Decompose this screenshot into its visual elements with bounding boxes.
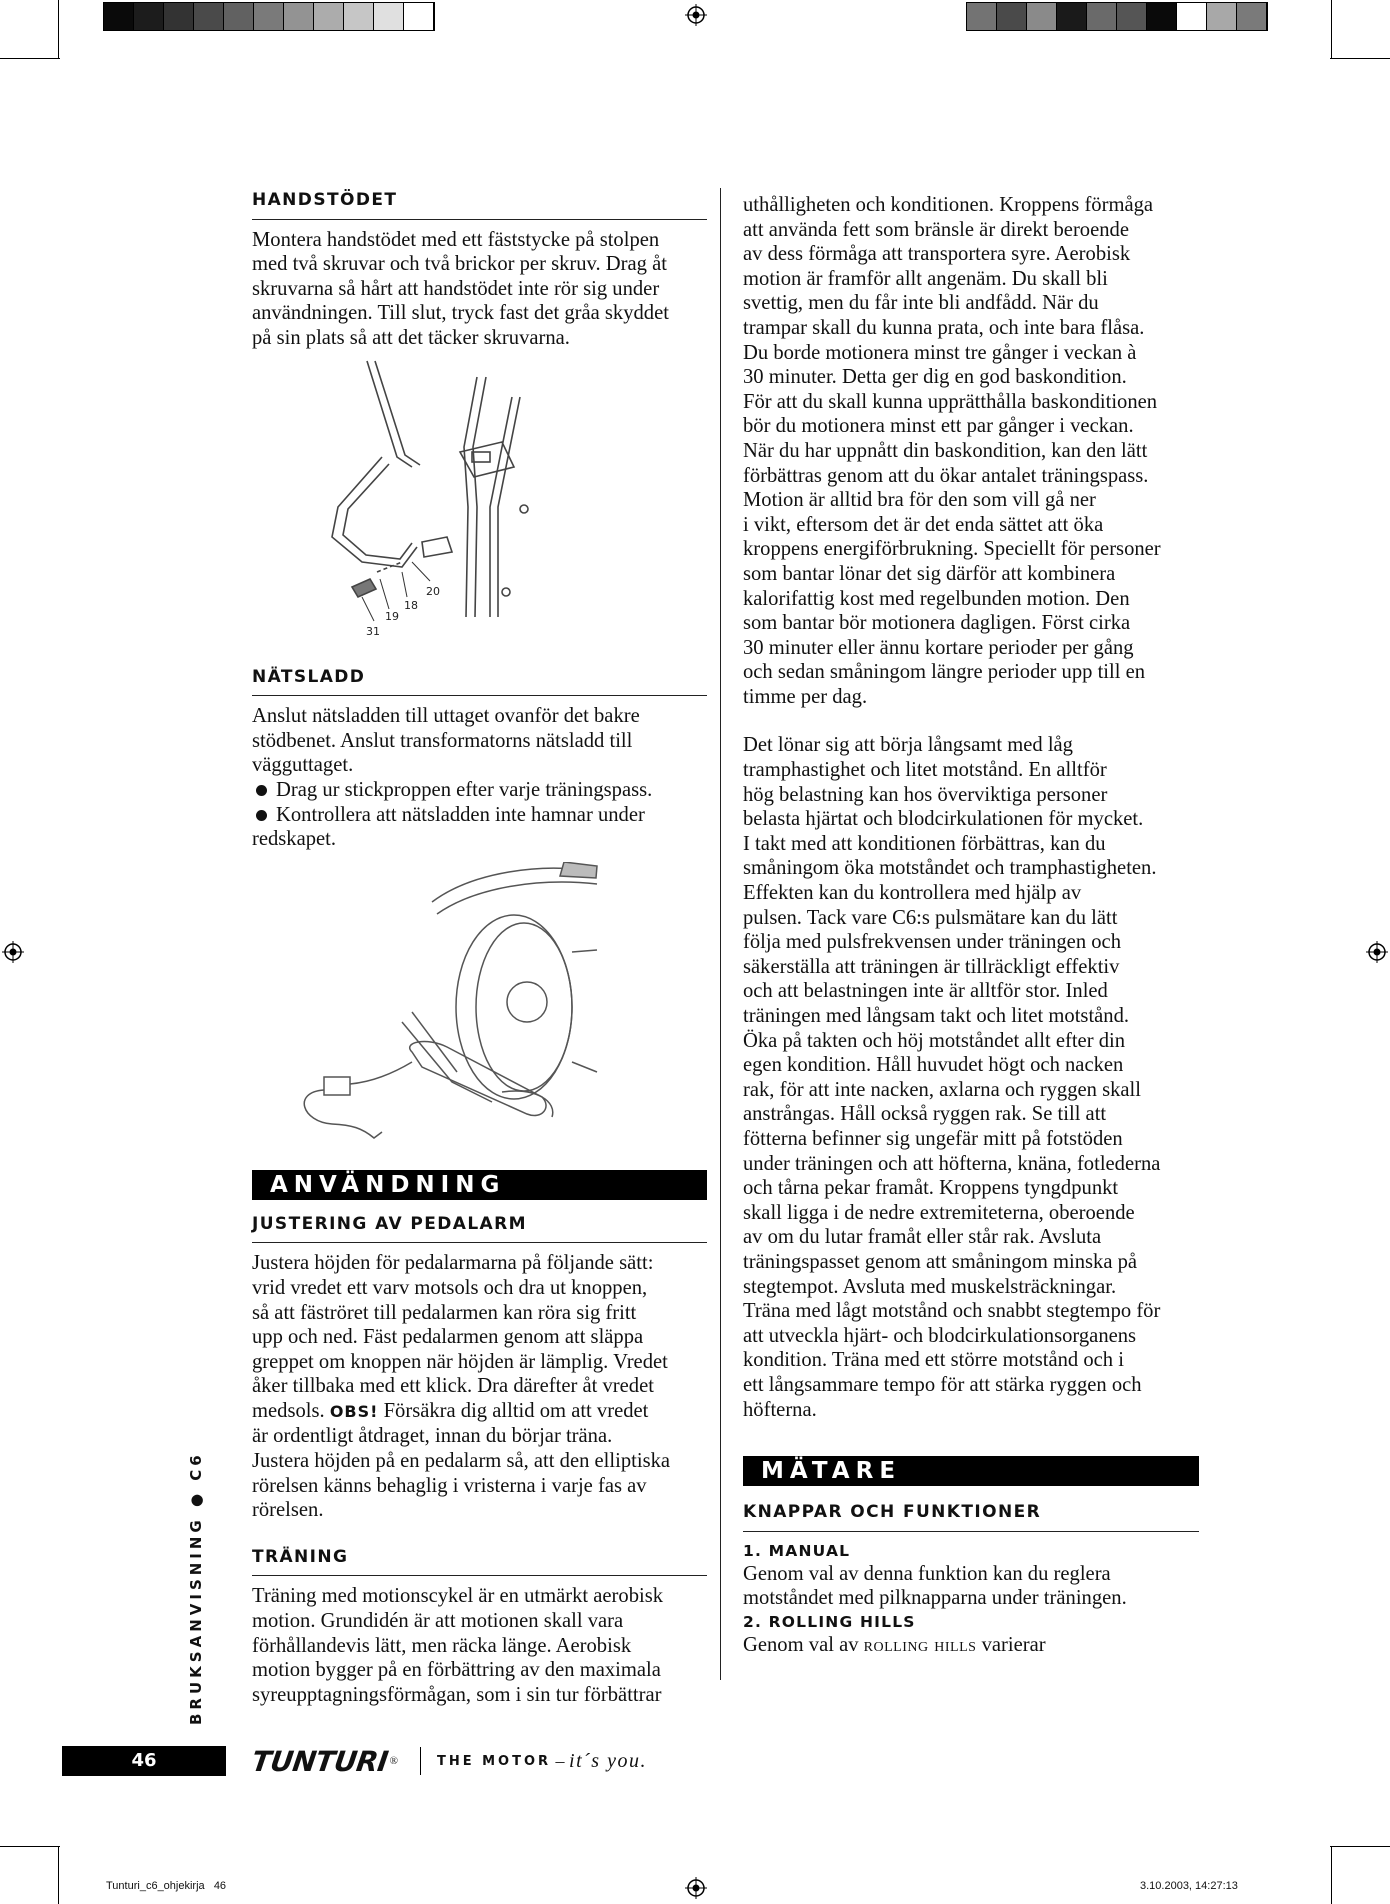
text-line: och sedan småningom längre perioder upp till en bbox=[743, 661, 1146, 684]
text-line: uthålligheten och konditionen. Kroppens förmåga bbox=[743, 194, 1154, 216]
color-swatch bbox=[254, 3, 284, 30]
color-swatch bbox=[104, 3, 134, 30]
text-line: småningom öka motståndet och tramphastigheten. bbox=[743, 857, 1157, 880]
text-line: följa med pulsfrekvensen under träningen och bbox=[743, 931, 1121, 954]
training-paragraph-1 bbox=[743, 193, 1199, 709]
crop-mark bbox=[0, 1846, 60, 1847]
rolling-hills-line bbox=[743, 1633, 1199, 1658]
text-line: egen kondition. Håll huvudet högt och nacken bbox=[743, 1054, 1124, 1077]
text-line: upp och ned. Fäst pedalarmen genom att släppa bbox=[252, 1326, 644, 1349]
text-line: bör du motionera minst ett par gånger i veckan. bbox=[743, 415, 1134, 438]
text-line: under träningen och att höfterna, knäna, fotlederna bbox=[743, 1152, 1161, 1175]
text-line: användningen. Till slut, tryck fast det gråa skyddet bbox=[252, 302, 669, 325]
section-band-anvandning: ANVÄNDNING bbox=[252, 1170, 707, 1200]
part-number-31: 31 bbox=[366, 624, 380, 638]
text-line: förbättras genom att du ökar antalet träningspass. bbox=[743, 464, 1149, 487]
text-line: och att belastningen inte är alltför stor. Inled bbox=[743, 980, 1108, 1003]
registration-mark-icon bbox=[1366, 941, 1388, 963]
color-swatch bbox=[404, 3, 434, 30]
text-line: Du borde motionera minst tre gånger i veckan à bbox=[743, 341, 1137, 364]
bullet-icon bbox=[256, 785, 267, 796]
text-line: redskapet. bbox=[252, 828, 337, 851]
text-line: åker tillbaka med ett klick. Dra därefter åt vredet bbox=[252, 1375, 654, 1398]
text-line: hög belastning kan hos överviktiga personer bbox=[743, 783, 1108, 806]
crop-mark bbox=[58, 0, 59, 58]
text-line: är ordentligt åtdraget, innan du börjar träna. bbox=[252, 1425, 613, 1448]
text-line: kroppens energiförbrukning. Speciellt för personer bbox=[743, 538, 1161, 561]
right-column bbox=[743, 193, 1199, 1657]
text-line: och tårna pekar framåt. Kroppens tyngdpunkt bbox=[743, 1177, 1119, 1200]
crop-mark bbox=[1331, 1846, 1332, 1904]
bullet-icon bbox=[256, 810, 267, 821]
text-line: ett långsammare tempo för att stärka ryggen och bbox=[743, 1373, 1142, 1396]
text-line: stödbenet. Anslut transformatorns nätsladd till bbox=[252, 729, 633, 752]
left-column bbox=[252, 188, 707, 1707]
text-line: säkerställa att träningen är tillräckligt effektiv bbox=[743, 955, 1120, 978]
text-line: så att fäströret till pedalarmen kan röra sig fritt bbox=[252, 1301, 637, 1324]
obs-label: OBS! bbox=[329, 1401, 379, 1421]
text-line: av dess förmåga att transportera syre. Aerobisk bbox=[743, 243, 1131, 266]
text-line: För att du skall kunna upprätthålla baskonditionen bbox=[743, 390, 1158, 413]
text-line: Träna med lågt motstånd och snabbt stegtempo för bbox=[743, 1300, 1161, 1323]
registration-mark-icon bbox=[685, 4, 707, 26]
color-swatch bbox=[1087, 3, 1117, 30]
color-swatch bbox=[344, 3, 374, 30]
page-number: 46 bbox=[62, 1746, 226, 1776]
text-line: tramphastighet och litet motstånd. En alltför bbox=[743, 759, 1107, 782]
text-fragment: Genom val av bbox=[743, 1633, 864, 1656]
knappar-text bbox=[743, 1540, 1199, 1658]
text-line: trampar skall du kunna prata, och inte bara flåsa. bbox=[743, 316, 1145, 339]
registration-mark-icon bbox=[2, 941, 24, 963]
obs-line bbox=[252, 1399, 707, 1425]
tunturi-logo: TUNTURI bbox=[249, 1744, 390, 1778]
part-number-19: 19 bbox=[385, 609, 399, 623]
color-swatch bbox=[1177, 3, 1207, 30]
text-line: pulsen. Tack vare C6:s pulsmätare kan du lätt bbox=[743, 906, 1118, 929]
text-line: Montera handstödet med ett fäststycke på stolpen bbox=[252, 228, 660, 251]
text-fragment: varierar bbox=[976, 1633, 1046, 1656]
natsladd-text bbox=[252, 704, 707, 852]
color-swatch bbox=[1027, 3, 1057, 30]
bullet-text: Kontrollera att nätsladden inte hamnar under bbox=[276, 803, 645, 826]
bullet-item bbox=[252, 803, 707, 828]
file-info-left: Tunturi_c6_ohjekirja 46 bbox=[106, 1880, 227, 1892]
heading-handstodet: HANDSTÖDET bbox=[252, 188, 707, 220]
color-registration-bar-right bbox=[966, 2, 1268, 31]
rolling-hills-smallcaps: rolling hills bbox=[863, 1633, 977, 1656]
text-line: motståndet med pilknapparna under träningen. bbox=[743, 1587, 1127, 1610]
color-swatch bbox=[164, 3, 194, 30]
heading-traning: TRÄNING bbox=[252, 1545, 707, 1577]
text-line: Justera höjden för pedalarmarna på följande sätt: bbox=[252, 1252, 654, 1275]
text-line: Träning med motionscykel är en utmärkt aerobisk bbox=[252, 1585, 664, 1608]
registration-mark-icon bbox=[685, 1877, 707, 1899]
text-line: greppet om knoppen när höjden är lämplig. Vredet bbox=[252, 1350, 668, 1373]
heading-knappar: KNAPPAR OCH FUNKTIONER bbox=[743, 1500, 1199, 1532]
text-line: stegtempot. Avsluta med muskelsträckningar. bbox=[743, 1275, 1117, 1298]
color-swatch bbox=[1237, 3, 1267, 30]
color-swatch bbox=[314, 3, 344, 30]
color-swatch bbox=[1117, 3, 1147, 30]
text-line: Motion är alltid bra för den som vill gå ner bbox=[743, 489, 1096, 512]
color-swatch bbox=[374, 3, 404, 30]
subheading-manual: 1. MANUAL bbox=[743, 1541, 851, 1560]
heading-justering: JUSTERING AV PEDALARM bbox=[252, 1212, 707, 1244]
bullet-text: Drag ur stickproppen efter varje träningspass. bbox=[276, 778, 653, 801]
color-swatch bbox=[134, 3, 164, 30]
color-swatch bbox=[967, 3, 997, 30]
color-swatch bbox=[194, 3, 224, 30]
text-line: träningen med långsam takt och litet motstånd. bbox=[743, 1005, 1130, 1027]
text-line: Det lönar sig att börja långsamt med låg bbox=[743, 734, 1073, 757]
text-line: på sin plats så att det täcker skruvarna. bbox=[252, 326, 570, 349]
text-line: svettig, men du får inte bli andfådd. När du bbox=[743, 292, 1099, 315]
text-line: Anslut nätsladden till uttaget ovanför det bakre bbox=[252, 705, 640, 728]
text-line: syreupptagningsförmågan, som i sin tur förbättrar bbox=[252, 1683, 662, 1706]
text-line: kalorifattig kost med regelbunden motion. Den bbox=[743, 587, 1130, 610]
color-swatch bbox=[997, 3, 1027, 30]
color-swatch bbox=[1147, 3, 1177, 30]
file-info-right: 3.10.2003, 14:27:13 bbox=[1140, 1880, 1238, 1892]
text-line: vägguttaget. bbox=[252, 754, 354, 777]
text-line: Effekten kan du kontrollera med hjälp av bbox=[743, 882, 1082, 905]
text-line: som bantar bör motionera dagligen. Först cirka bbox=[743, 612, 1131, 635]
text-line: skall ligga i de nedre extremiteterna, oberoende bbox=[743, 1201, 1135, 1224]
text-line: med två skruvar och två brickor per skruv. Drag åt bbox=[252, 253, 667, 276]
text-line: fötterna befinner sig ungefär mitt på fotstöden bbox=[743, 1127, 1123, 1150]
justering-text bbox=[252, 1251, 707, 1523]
color-swatch bbox=[224, 3, 254, 30]
text-line: timme per dag. bbox=[743, 685, 868, 708]
color-swatch bbox=[284, 3, 314, 30]
text-line: motion bygger på en förbättring av den maximala bbox=[252, 1659, 661, 1682]
text-line: kondition. Träna med ett större motstånd och i bbox=[743, 1349, 1124, 1372]
text-line: att utveckla hjärt- och blodcirkulationsorganens bbox=[743, 1324, 1137, 1347]
footer-brand bbox=[249, 1744, 647, 1778]
part-number-18: 18 bbox=[404, 598, 418, 612]
tagline-caps: THE MOTOR bbox=[436, 1753, 552, 1769]
bullet-item bbox=[252, 778, 707, 803]
crop-mark bbox=[1330, 58, 1390, 59]
text-line: vrid vredet ett varv motsols och dra ut knoppen, bbox=[252, 1276, 648, 1299]
text-fragment: medsols. bbox=[252, 1399, 330, 1422]
text-fragment: Försäkra dig alltid om att vredet bbox=[378, 1399, 649, 1422]
text-line: 30 minuter. Detta ger dig en god baskondition. bbox=[743, 366, 1127, 389]
crop-mark bbox=[1331, 0, 1332, 58]
training-paragraph-2 bbox=[743, 733, 1199, 1422]
heading-natsladd: NÄTSLADD bbox=[252, 665, 707, 697]
text-line: När du har uppnått din baskondition, kan den lätt bbox=[743, 439, 1148, 462]
traning-text bbox=[252, 1584, 707, 1707]
registered-mark: ® bbox=[389, 1755, 398, 1767]
handlebar-illustration bbox=[252, 357, 707, 647]
text-line: 30 minuter eller ännu kortare perioder per gång bbox=[743, 636, 1134, 659]
crop-mark bbox=[58, 1846, 59, 1904]
text-line: Genom val av denna funktion kan du reglera bbox=[743, 1562, 1111, 1585]
text-line: att använda fett som bränsle är direkt beroende bbox=[743, 218, 1129, 241]
text-line: förhållandevis lätt, men räcka länge. Aerobisk bbox=[252, 1634, 632, 1657]
text-line: rörelsen. bbox=[252, 1499, 324, 1522]
subheading-rolling-hills: 2. ROLLING HILLS bbox=[743, 1612, 916, 1631]
text-line: anstrångas. Håll också ryggen rak. Se till att bbox=[743, 1103, 1107, 1126]
text-line: rak, för att inte nacken, axlarna och ryggen skall bbox=[743, 1078, 1141, 1101]
part-number-20: 20 bbox=[426, 584, 440, 598]
text-line: Öka på takten och höj motståndet allt efter din bbox=[743, 1029, 1126, 1052]
text-line: skruvarna så hårt att handstödet inte rör sig under bbox=[252, 277, 660, 300]
text-line: träningspasset genom att småningom minska på bbox=[743, 1250, 1138, 1273]
handstodet-text bbox=[252, 228, 707, 351]
text-line: motion är framför allt angenäm. Du skall bli bbox=[743, 267, 1108, 290]
text-line: Justera höjden på en pedalarm så, att den elliptiska bbox=[252, 1450, 671, 1473]
text-line: motion. Grundidén är att motionen skall vara bbox=[252, 1610, 624, 1633]
text-line: belasta hjärtat och blodcirkulationen för mycket. bbox=[743, 808, 1144, 831]
text-line: som bantar lönar det sig därför att kombinera bbox=[743, 562, 1116, 585]
section-band-matare: MÄTARE bbox=[743, 1456, 1199, 1486]
power-cord-illustration bbox=[252, 862, 707, 1150]
column-divider bbox=[720, 188, 721, 1680]
crop-mark bbox=[1330, 1846, 1390, 1847]
color-swatch bbox=[1057, 3, 1087, 30]
text-line: av om du lutar framåt eller står rak. Avsluta bbox=[743, 1226, 1102, 1249]
text-line: höfterna. bbox=[743, 1398, 817, 1421]
tagline-dash: – bbox=[551, 1750, 570, 1771]
color-registration-bar-left bbox=[103, 2, 435, 31]
crop-mark bbox=[0, 58, 60, 59]
color-swatch bbox=[1207, 3, 1237, 30]
text-line: rörelsen känns behaglig i vristerna i varje fas av bbox=[252, 1474, 647, 1497]
tagline-italic: it´s you. bbox=[569, 1749, 647, 1772]
footer-divider bbox=[420, 1747, 421, 1775]
text-line: I takt med att konditionen förbättras, kan du bbox=[743, 832, 1106, 855]
sidebar-vertical-label: BRUKSANVISNING ● C6 bbox=[187, 1451, 205, 1725]
text-line: i vikt, eftersom det är det enda sättet att öka bbox=[743, 513, 1104, 536]
